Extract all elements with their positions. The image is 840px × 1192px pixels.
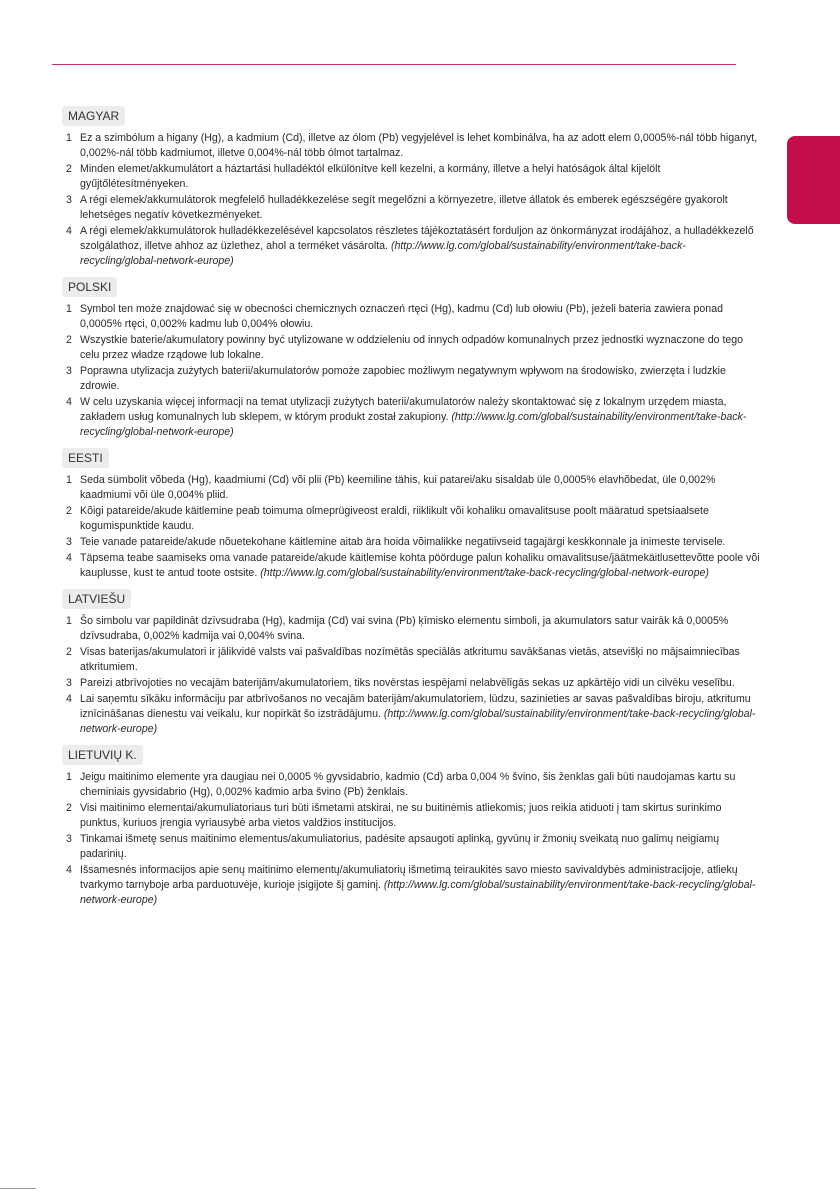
list-item xyxy=(62,801,762,831)
item-number: 1 xyxy=(66,615,72,627)
recycling-link[interactable]: (http://www.lg.com/global/sustainability/environment/take-back-recycling/global-network-europe) xyxy=(260,567,709,579)
item-text: Kõigi patareide/akude käitlemine peab toimuma olmeprügiveost eraldi, riiklikult või kohaliku omavalitsuse poolt määratud spetsiaalsete kogumispunktide kaudu. xyxy=(80,505,709,532)
list-item xyxy=(62,302,762,332)
item-text: A régi elemek/akkumulátorok megfelelő hulladékkezelése segít megelőzni a környezetre, illetve állatok és emberek egészségére gyakorolt lehetséges negatív következményeket. xyxy=(80,194,728,221)
item-text: Lai saņemtu sīkāku informāciju par atbrīvošanos no vecajām baterijām/akumulatoriem, lūdzu, sazinieties ar savas pašvaldības biroju, atkritumu iznīcināšanas dienestu vai veikalu, kur nopirkāt šo izstrādājumu. xyxy=(80,693,751,720)
section-eesti xyxy=(62,448,762,581)
item-list xyxy=(62,473,762,581)
section-label: POLSKI xyxy=(62,277,117,297)
document-body xyxy=(62,106,762,916)
list-item xyxy=(62,676,762,691)
section-label: EESTI xyxy=(62,448,109,468)
recycling-link[interactable]: (http://www.lg.com/global/sustainability/environment/take-back-recycling/global-network-europe) xyxy=(80,240,686,267)
item-number: 2 xyxy=(66,334,72,346)
list-item xyxy=(62,131,762,161)
item-number: 1 xyxy=(66,132,72,144)
section-latviesu xyxy=(62,589,762,737)
item-list xyxy=(62,302,762,440)
item-text: Poprawna utylizacja zużytych baterii/akumulatorów pomoże zapobiec możliwym negatywnym wpływom na środowisko, zwierzęta i ludzkie zdrowie. xyxy=(80,365,726,392)
item-text: Minden elemet/akkumulátort a háztartási hulladéktól elkülönítve kell kezelni, a kormány, illetve a helyi hatóságok által kijelölt gyűjtőlétesítményeken. xyxy=(80,163,661,190)
item-number: 1 xyxy=(66,474,72,486)
item-text: Išsamesnės informacijos apie senų maitinimo elementų/akumuliatorių išmetimą teiraukitės savo miesto savivaldybės administracijoje, atliekų tvarkymo tarnyboje arba parduotuvėje, kurioje įsigijote šį gaminį. xyxy=(80,864,738,891)
list-item xyxy=(62,333,762,363)
recycling-link[interactable]: (http://www.lg.com/global/sustainability/environment/take-back-recycling/global-network-europe) xyxy=(80,708,756,735)
item-number: 2 xyxy=(66,802,72,814)
item-text: Tinkamai išmetę senus maitinimo elementus/akumuliatorius, padėsite apsaugoti aplinką, gyvūnų ir žmonių sveikatą nuo galimų neigiamų padarinių. xyxy=(80,833,720,860)
item-number: 2 xyxy=(66,163,72,175)
list-item xyxy=(62,863,762,908)
item-text: Seda sümbolit võbeda (Hg), kaadmiumi (Cd) või plii (Pb) keemiline tähis, kui patarei/aku sisaldab üle 0,0005% elavhõbedat, üle 0,002% kaadmiumi või üle 0,004% pliid. xyxy=(80,474,716,501)
item-number: 2 xyxy=(66,505,72,517)
list-item xyxy=(62,692,762,737)
list-item xyxy=(62,551,762,581)
list-item xyxy=(62,832,762,862)
item-text: Šo simbolu var papildināt dzīvsudraba (Hg), kadmija (Cd) vai svina (Pb) ķīmisko elementu simboli, ja akumulators satur vairāk kā 0,0005% dzīvsudraba, 0,002% kadmija vai 0,004% svina. xyxy=(80,615,729,642)
language-side-tab xyxy=(787,136,840,224)
section-label: LIETUVIŲ K. xyxy=(62,745,143,765)
header-rule xyxy=(52,64,736,65)
list-item xyxy=(62,535,762,550)
list-item xyxy=(62,395,762,440)
item-text: Pareizi atbrīvojoties no vecajām baterijām/akumulatoriem, tiks novērstas iespējami nelabvēlīgās sekas uz apkārtējo vidi un cilvēku veselību. xyxy=(80,677,735,689)
item-number: 4 xyxy=(66,552,72,564)
item-number: 1 xyxy=(66,303,72,315)
item-text: Ez a szimbólum a higany (Hg), a kadmium (Cd), illetve az ólom (Pb) vegyjelével is lehet kombinálva, ha az adott elem 0,0005%-nál több higanyt, 0,002%-nál több kadmiumot, illetve 0,004%-nál több ólmot tartalmaz. xyxy=(80,132,758,159)
item-number: 3 xyxy=(66,833,72,845)
item-number: 3 xyxy=(66,677,72,689)
item-text: Täpsema teabe saamiseks oma vanade patareide/akude käitlemise kohta pöörduge palun kohaliku omavalitsuse/jäätmekäitlusettevõtte poole või kauplusse, kust te antud toote ostsite. xyxy=(80,552,760,579)
item-text: W celu uzyskania więcej informacji na temat utylizacji zużytych baterii/akumulatorów należy skontaktować się z lokalnym urzędem miasta, zakładem usług komunalnych lub sklepem, w którym produkt został zakupiony. xyxy=(80,396,727,423)
item-number: 3 xyxy=(66,365,72,377)
section-label: MAGYAR xyxy=(62,106,125,126)
section-magyar xyxy=(62,106,762,269)
item-list xyxy=(62,614,762,737)
item-number: 4 xyxy=(66,693,72,705)
item-number: 1 xyxy=(66,771,72,783)
crop-mark xyxy=(0,1188,36,1192)
item-number: 3 xyxy=(66,194,72,206)
list-item xyxy=(62,504,762,534)
item-number: 4 xyxy=(66,225,72,237)
item-number: 4 xyxy=(66,396,72,408)
item-text: Visi maitinimo elementai/akumuliatoriaus turi būti išmetami atskirai, ne su buitinėmis atliekomis; juos reikia atiduoti į tam skirtus surinkimo punktus, kuriuos įrengia vyriausybė arba vietos valdžios institucijos. xyxy=(80,802,722,829)
item-text: A régi elemek/akkumulátorok hulladékkezelésével kapcsolatos részletes tájékoztatásért forduljon az önkormányzat irodájához, a hulladékkezelő szolgálathoz, illetve ahhoz az üzlethez, ahol a terméket vásárolta. xyxy=(80,225,754,252)
item-text: Wszystkie baterie/akumulatory powinny być utylizowane w oddzieleniu od innych odpadów komunalnych przez jednostki wyznaczone do tego celu przez władze rządowe lub lokalne. xyxy=(80,334,744,361)
recycling-link[interactable]: (http://www.lg.com/global/sustainability/environment/take-back-recycling/global-network-europe) xyxy=(80,879,756,906)
list-item xyxy=(62,162,762,192)
item-number: 2 xyxy=(66,646,72,658)
section-lietuviu xyxy=(62,745,762,908)
list-item xyxy=(62,473,762,503)
item-number: 4 xyxy=(66,864,72,876)
item-number: 3 xyxy=(66,536,72,548)
section-label: LATVIEŠU xyxy=(62,589,131,609)
item-list xyxy=(62,770,762,908)
list-item xyxy=(62,224,762,269)
item-text: Teie vanade patareide/akude nõuetekohane käitlemine aitab ära hoida võimalikke negatiivseid tagajärgi keskkonnale ja inimeste tervisele. xyxy=(80,536,726,548)
list-item xyxy=(62,193,762,223)
recycling-link[interactable]: (http://www.lg.com/global/sustainability/environment/take-back-recycling/global-network-europe) xyxy=(80,411,747,438)
list-item xyxy=(62,364,762,394)
item-list xyxy=(62,131,762,269)
section-polski xyxy=(62,277,762,440)
item-text: Symbol ten może znajdować się w obecności chemicznych oznaczeń rtęci (Hg), kadmu (Cd) lub ołowiu (Pb), jeżeli bateria zawiera ponad 0,0005% rtęci, 0,002% kadmu lub 0,004% ołowiu. xyxy=(80,303,723,330)
list-item xyxy=(62,770,762,800)
list-item xyxy=(62,645,762,675)
item-text: Visas baterijas/akumulatori ir jālikvidē valsts vai pašvaldības nozīmētās speciālās atkritumu savākšanas vietās, atsevišķi no mājsaimniecības atkritumiem. xyxy=(80,646,740,673)
list-item xyxy=(62,614,762,644)
item-text: Jeigu maitinimo elemente yra daugiau nei 0,0005 % gyvsidabrio, kadmio (Cd) arba 0,004 % švino, šis ženklas gali būti naudojamas kartu su cheminiais gyvsidabrio (Hg), 0,002% kadmio arba švino (Pb) ženklais. xyxy=(80,771,736,798)
